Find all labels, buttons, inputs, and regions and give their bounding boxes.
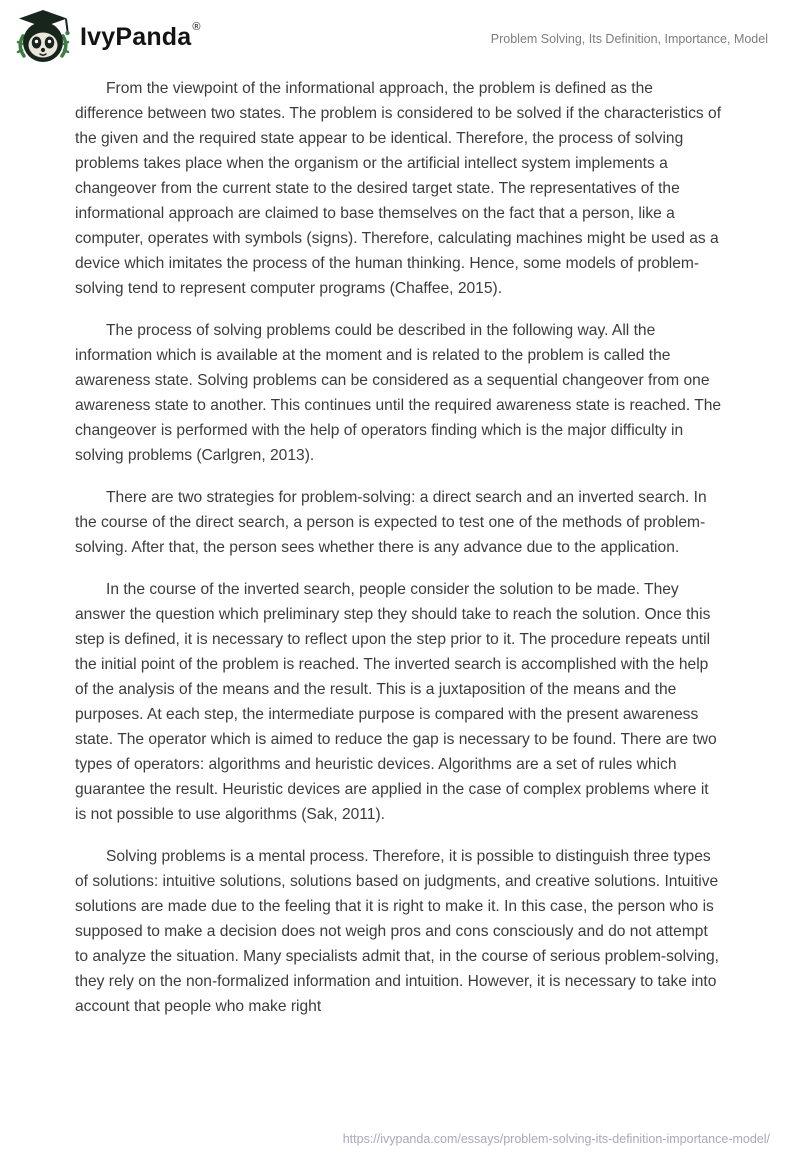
paragraph-two-strategies: There are two strategies for problem-solving: a direct search and an inverted search. In the course of the direct search, a person is expected to test one of the methods of problem-solving. After that, the person sees whether there is any advance due to the application. (75, 489, 707, 556)
page-header (0, 0, 800, 66)
brand-name: IvyPanda (80, 22, 192, 51)
paragraph-mental-process: Solving problems is a mental process. Therefore, it is possible to distinguish three types of solutions: intuitive solutions, solutions based on judgments, and creative solutions. Intuitive solutions are made due to the feeling that it is right to make it. In this case, the person who is supposed to make a decision does not weigh pros and cons consciously and do not attempt to analyze the situation. Many specialists admit that, in the course of serious problem-solving, they rely on the non-formalized information and intuition. However, it is necessary to take into account that people who make right (75, 848, 719, 1015)
paragraph-inverted-search: In the course of the inverted search, people consider the solution to be made. They answer the question which preliminary step they should take to reach the solution. Once this step is defined, it is necessary to reflect upon the step prior to it. The procedure repeats until the initial point of the problem is reached. The inverted search is accomplished with the help of the analysis of the means and the result. This is a juxtaposition of the means and the purposes. At each step, the intermediate purpose is compared with the present awareness state. The operator which is aimed to reduce the gap is necessary to be found. There are two types of operators: algorithms and heuristic devices. Algorithms are a set of rules which guarantee the result. Heuristic devices are applied in the case of complex problems where it is not possible to use algorithms (Sak, 2011). (75, 581, 717, 823)
brand-wordmark (80, 23, 201, 52)
ivypanda-brand-link[interactable] (16, 8, 201, 66)
paragraph-process-description: The process of solving problems could be described in the following way. All the information which is available at the moment and is related to the problem is called the awareness state. Solving problems can be considered as a sequential changeover from one awareness state to another. This continues until the required awareness state is reached. The changeover is performed with the help of operators finding which is the major difficulty in solving problems (Carlgren, 2013). (75, 322, 722, 464)
document-title: Problem Solving, Its Definition, Importance, Model (490, 32, 768, 46)
panda-graduation-cap-icon (16, 8, 70, 66)
essay-body (0, 66, 800, 1019)
paragraph-informational-approach: From the viewpoint of the informational approach, the problem is defined as the difference between two states. The problem is considered to be solved if the characteristics of the given and the required state appear to be identical. Therefore, the process of solving problems takes place when the organism or the artificial intellect system implements a changeover from the current state to the desired target state. The representatives of the informational approach are claimed to base themselves on the fact that a person, like a computer, operates with symbols (signs). Therefore, calculating machines might be used as a device which imitates the process of the human thinking. Hence, some models of problem-solving tend to represent computer programs (Chaffee, 2015). (75, 80, 722, 297)
registered-mark: ® (192, 21, 201, 34)
source-url-link[interactable]: https://ivypanda.com/essays/problem-solving-its-definition-importance-model/ (342, 1132, 770, 1146)
